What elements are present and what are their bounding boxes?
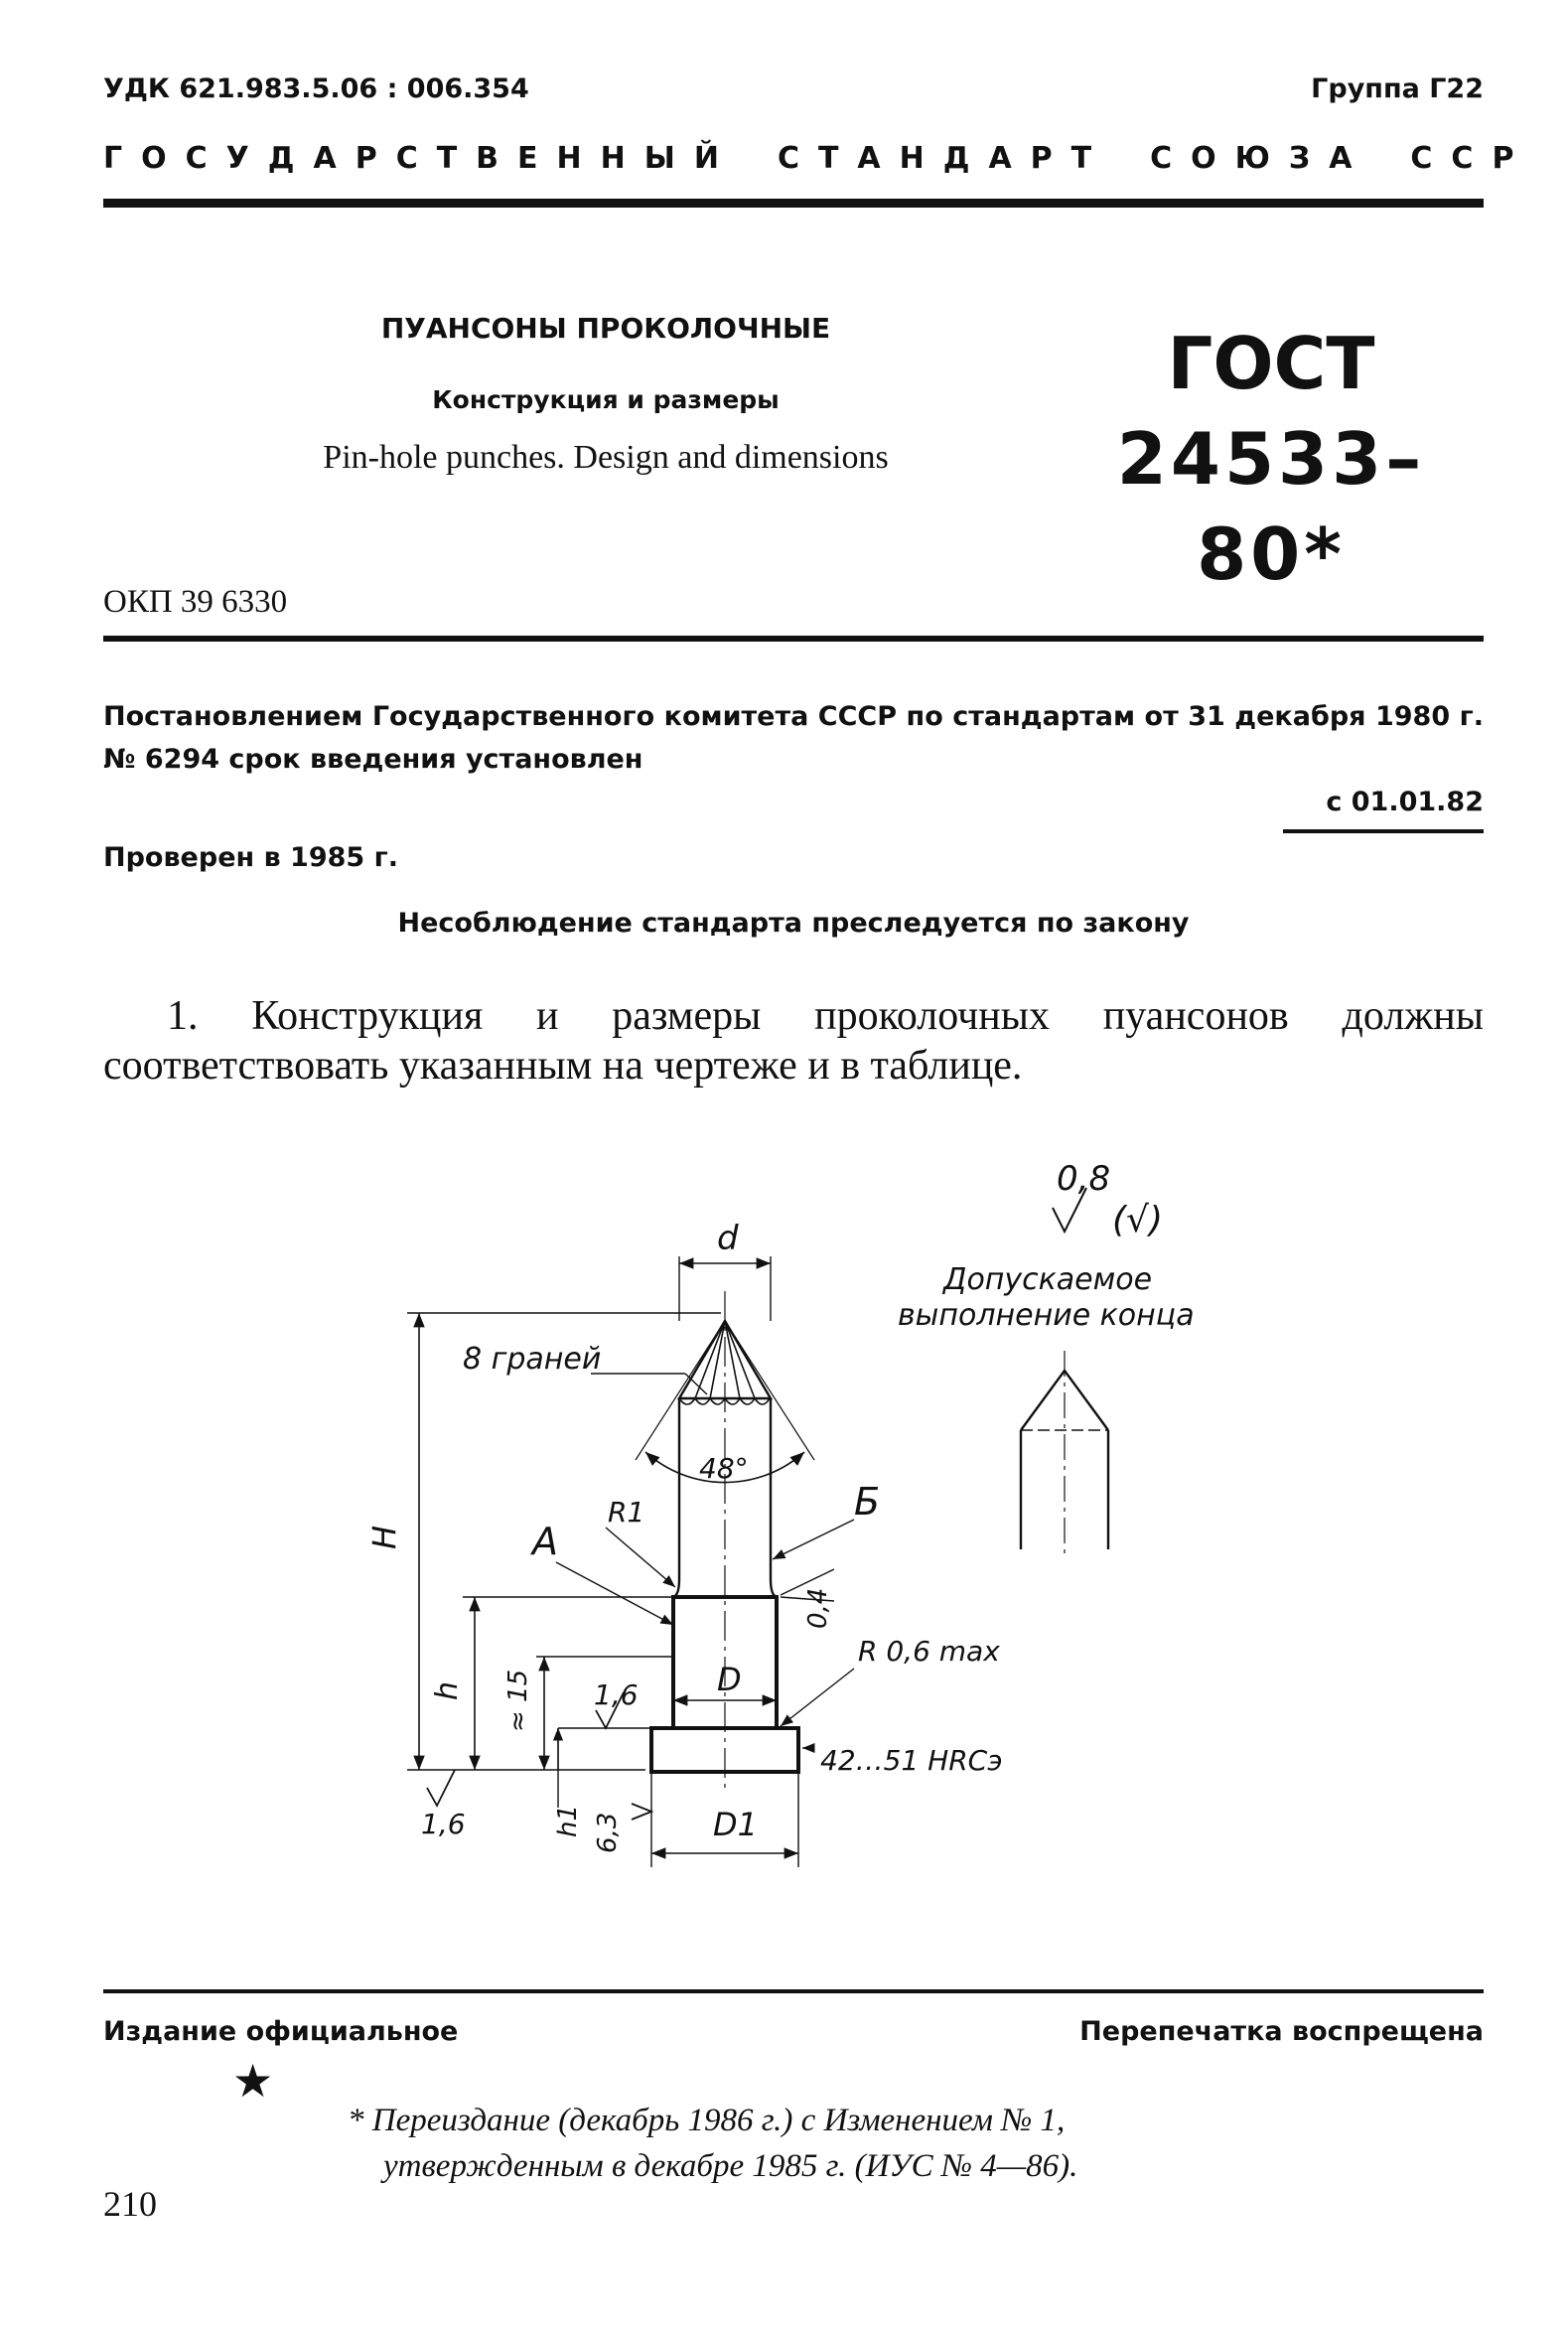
udk-code: УДК 621.983.5.06 : 006.354	[103, 73, 529, 104]
english-title: Pin-hole punches. Design and dimensions	[323, 439, 889, 476]
dim-h1: h1	[553, 1804, 583, 1837]
rough-16-base: 1,6	[421, 1808, 466, 1840]
official-edition: Издание официальное	[103, 2016, 459, 2047]
chamfer-04: 0,4	[803, 1587, 833, 1629]
rough-63: 6,3	[593, 1812, 623, 1853]
footnote-line-1: * Переиздание (декабрь 1986 г.) с Изменением № 1,	[348, 2103, 1066, 2138]
hardness: 42…51 HRCэ	[820, 1744, 1003, 1777]
checked-year: Проверен в 1985 г.	[103, 842, 398, 873]
gost-label: ГОСТ	[1167, 322, 1375, 405]
state-word-1: ГОСУДАРСТВЕННЫЙ	[103, 141, 738, 176]
effective-date: с 01.01.82	[1326, 787, 1484, 817]
reprint-notice: Перепечатка воспрещена	[1079, 2016, 1484, 2047]
footer-rule	[103, 1989, 1484, 1993]
radius-r1: R1	[608, 1496, 645, 1529]
dim-d: d	[717, 1219, 739, 1258]
paragraph-1-text: 1. Конструкция и размеры проколочных пуансонов должны соответствовать указанным на чертеже и в таблице.	[103, 993, 1484, 1089]
document-title: ПУАНСОНЫ ПРОКОЛОЧНЫЕ	[380, 312, 831, 345]
approx-15: ≈ 15	[503, 1669, 533, 1732]
label-a: А	[532, 1520, 558, 1563]
angle-label: 48°	[699, 1452, 749, 1485]
dim-D: D	[717, 1661, 742, 1698]
roughness-paren: (√)	[1112, 1200, 1164, 1240]
rough-16: 1,6	[594, 1678, 639, 1711]
decree-text: Постановлением Государственного комитета СССР по стандартам от 31 декабря 1980 г. № 6294 срок введения установлен	[103, 701, 1484, 775]
footnote-line-2: утвержденным в декабре 1985 г. (ИУС № 4—86).	[383, 2148, 1078, 2184]
document-subtitle: Конструкция и размеры	[432, 385, 780, 414]
law-notice: Несоблюдение стандарта преследуется по закону	[397, 908, 1190, 939]
page-number: 210	[103, 2184, 157, 2224]
star-icon: ★	[232, 2054, 274, 2108]
footnote	[348, 2098, 1341, 2189]
state-word-4: ССР	[1410, 141, 1533, 176]
dim-H: H	[365, 1525, 403, 1549]
dim-h: h	[430, 1680, 465, 1700]
state-word-2: СТАНДАРТ	[777, 141, 1111, 176]
alt-end-line1: Допускаемое	[943, 1262, 1153, 1297]
gost-number: 24533–80*	[1116, 417, 1426, 596]
alt-end-line2: выполнение конца	[898, 1298, 1195, 1333]
okp-code: ОКП 39 6330	[103, 584, 288, 620]
faces-label: 8 граней	[463, 1342, 602, 1377]
group-code: Группа Г22	[1311, 73, 1484, 104]
state-word-3: СОЮЗА	[1150, 141, 1371, 176]
dim-D1: D1	[713, 1806, 758, 1843]
label-b: Б	[854, 1480, 881, 1524]
radius-max: R 0,6 max	[858, 1635, 1000, 1668]
roughness-top: 0,8	[1057, 1159, 1111, 1199]
